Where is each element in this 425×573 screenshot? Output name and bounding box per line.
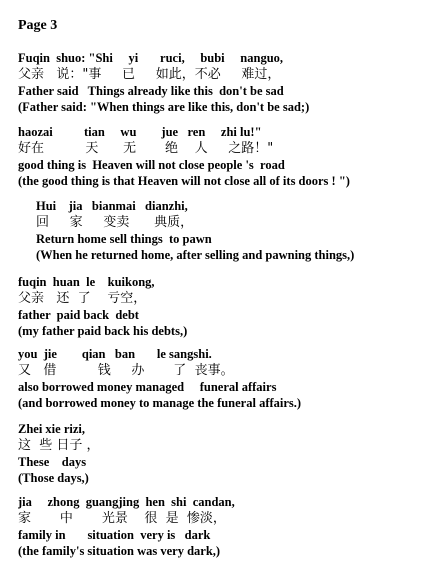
sentence-block-4	[18, 274, 418, 339]
sentence-block-3	[36, 198, 425, 263]
chinese-line: 家 中 光景 很 是 惨淡，	[18, 511, 226, 526]
gloss-line: These days	[18, 455, 87, 469]
gloss-line: also borrowed money managed funeral affairs	[18, 380, 277, 394]
sentence-block-2	[18, 124, 418, 189]
pinyin-line: you jie qian ban le sangshi.	[18, 347, 212, 361]
sentence-block-7	[18, 494, 418, 559]
sentence-block-6	[18, 421, 418, 486]
pinyin-line: fuqin huan le kuikong,	[18, 275, 155, 289]
translation-line: (and borrowed money to manage the funeral affairs.)	[18, 396, 302, 410]
chinese-line: 回 家 变卖 典质，	[36, 215, 194, 230]
chinese-line: 父亲 说："事 已 如此，不必 难过，	[18, 67, 281, 82]
translation-line: (my father paid back his debts,)	[18, 324, 188, 338]
pinyin-line: Zhei xie rizi,	[18, 422, 85, 436]
gloss-line: good thing is Heaven will not close people 's road	[18, 158, 285, 172]
gloss-line: Father said Things already like this don't be sad	[18, 84, 284, 98]
gloss-line: Return home sell things to pawn	[36, 232, 212, 246]
translation-line: (When he returned home, after selling and pawning things,)	[36, 248, 355, 262]
translation-line: (the good thing is that Heaven will not close all of its doors ! ")	[18, 174, 350, 188]
pinyin-line: Hui jia bianmai dianzhi,	[36, 199, 188, 213]
pinyin-line: jia zhong guangjing hen shi candan,	[18, 495, 235, 509]
translation-line: (Father said: "When things are like this, don't be sad;)	[18, 100, 310, 114]
pinyin-line: haozai tian wu jue ren zhi lu!"	[18, 125, 262, 139]
gloss-line: father paid back debt	[18, 308, 139, 322]
chinese-line: 父亲 还 了 亏空，	[18, 291, 147, 306]
gloss-line: family in situation very is dark	[18, 528, 211, 542]
translation-line: (Those days,)	[18, 471, 89, 485]
chinese-line: 这 些 日子 ，	[18, 438, 100, 453]
sentence-block-5	[18, 346, 418, 411]
pinyin-line: Fuqin shuo: "Shi yi ruci, bubi nanguo,	[18, 51, 284, 65]
page-title: Page 3	[18, 18, 58, 33]
chinese-line: 好在 天 无 绝 人 之路！"	[18, 141, 274, 156]
chinese-line: 又 借 钱 办 了 丧事。	[18, 363, 234, 378]
sentence-block-1	[18, 50, 418, 115]
translation-line: (the family's situation was very dark,)	[18, 544, 221, 558]
